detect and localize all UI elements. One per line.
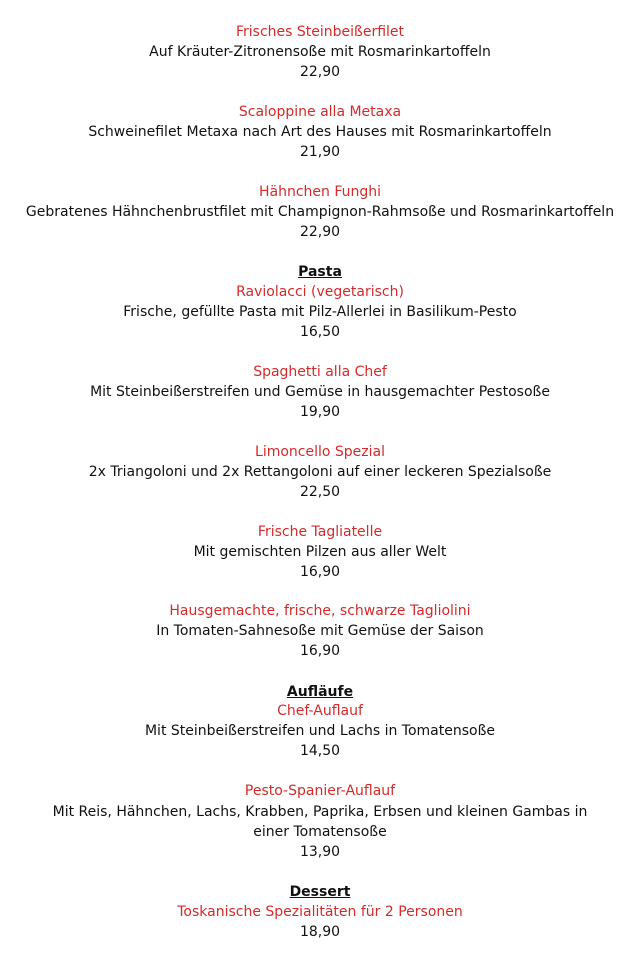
dish-price: 22,90: [299, 224, 341, 240]
dish-description: Mit Steinbeißerstreifen und Gemüse in hausgemachter Pestosoße: [90, 384, 550, 400]
dish-description: 2x Triangoloni und 2x Rettangoloni auf einer leckeren Spezialsoße: [88, 464, 552, 480]
dish-price: 18,90: [299, 924, 341, 940]
dish-description: Frische, gefüllte Pasta mit Pilz-Allerlei in Basilikum-Pesto: [123, 304, 517, 320]
dish-description: In Tomaten-Sahnesoße mit Gemüse der Saison: [156, 623, 484, 639]
dish-price: 13,90: [299, 844, 341, 860]
dish-name: Pesto-Spanier-Auflauf: [244, 783, 396, 799]
dish-name: Raviolacci (vegetarisch): [236, 284, 404, 300]
dish-description: Gebratenes Hähnchenbrustfilet mit Champignon-Rahmsoße und Rosmarinkartoffeln: [25, 204, 615, 220]
dish-name: Hähnchen Funghi: [258, 184, 382, 200]
dish-name: Frische Tagliatelle: [257, 524, 383, 540]
dish-name: Spaghetti alla Chef: [253, 364, 387, 380]
dish-name: Chef-Auflauf: [277, 703, 363, 719]
dish-name: Frisches Steinbeißerfilet: [235, 24, 405, 40]
dish-name: Toskanische Spezialitäten für 2 Personen: [177, 904, 463, 920]
dish-name: Hausgemachte, frische, schwarze Tagliolini: [169, 603, 471, 619]
section-heading-auflaeufe: Aufläufe: [286, 684, 354, 700]
section-heading-pasta: Pasta: [298, 264, 342, 280]
dish-price: 16,90: [299, 643, 341, 659]
dish-description: Schweinefilet Metaxa nach Art des Hauses mit Rosmarinkartoffeln: [88, 124, 552, 140]
dish-price: 22,50: [299, 484, 341, 500]
dish-price: 19,90: [299, 404, 341, 420]
dish-description: Mit gemischten Pilzen aus aller Welt: [193, 544, 447, 560]
dish-name: Limoncello Spezial: [255, 444, 385, 460]
dish-name: Scaloppine alla Metaxa: [238, 104, 402, 120]
dish-price: 16,90: [299, 564, 341, 580]
dish-price: 14,50: [299, 743, 341, 759]
dish-description: Mit Reis, Hähnchen, Lachs, Krabben, Paprika, Erbsen und kleinen Gambas in einer Tomatensoße: [52, 804, 588, 840]
dish-price: 16,50: [299, 324, 341, 340]
dish-price: 22,90: [299, 64, 341, 80]
section-heading-dessert: Dessert: [289, 884, 351, 900]
dish-description: Mit Steinbeißerstreifen und Lachs in Tomatensoße: [144, 723, 496, 739]
dish-price: 21,90: [299, 144, 341, 160]
dish-description: Auf Kräuter-Zitronensoße mit Rosmarinkartoffeln: [149, 44, 491, 60]
